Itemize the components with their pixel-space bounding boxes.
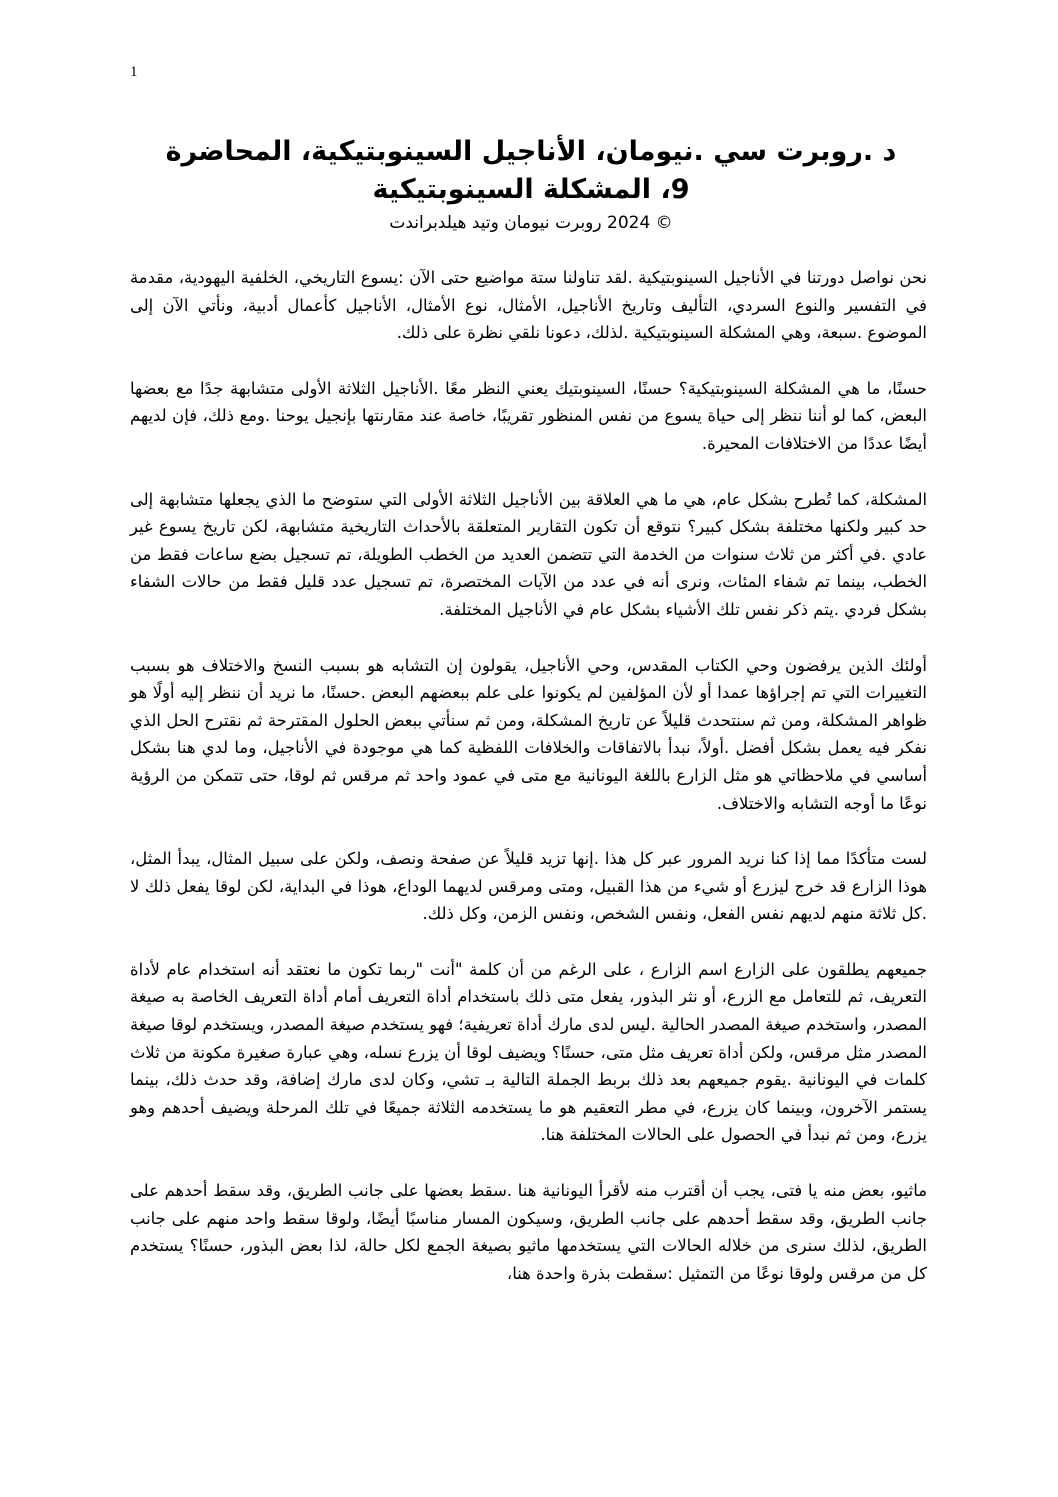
document-body (130, 264, 927, 1315)
paragraph-4: أولئك الذين يرفضون وحي الكتاب المقدس، وحي الأناجيل، يقولون إن التشابه هو بسبب النسخ والاختلاف هو بسبب التغييرات التي تم إجراؤها عمدا أو لأن المؤلفين لم يكونوا على علم ببعضهم البعض .حسنًا، ما نريد أن ننظر إليه أولًا هو ظواهر المشكلة، ومن ثم سنتحدث قليلاً عن تاريخ المشكلة، ومن ثم سنأتي ببعض الحلول المقترحة ثم نقترح الحل الذي نفكر فيه يعمل بشكل أفضل .أولاً، نبدأ بالاتفاقات والخلافات اللفظية كما هي موجودة في الأناجيل، وما لدي هنا بشكل أساسي في ملاحظاتي هو مثل الزارع باللغة اليونانية مع متى في عمود واحد ثم مرقس ثم لوقا، حتى تتمكن من الرؤية نوعًا ما أوجه التشابه والاختلاف. (130, 655, 927, 813)
page-number: 1 (130, 64, 138, 80)
paragraph-7: ماثيو، بعض منه يا فتى، يجب أن أقترب منه لأقرأ اليونانية هنا .سقط بعضها على جانب الطريق، وقد سقط أحدهم على جانب الطريق، وقد سقط أحدهم على جانب الطريق، وسيكون المسار مناسبًا أيضًا، ولوقا سقط واحد منهم على جانب الطريق، لذلك سنرى من خلاله الحالات التي يستخدمها ماثيو بصيغة الجمع لكل حالة، لذا بعض البذور، حسنًا؟ يستخدم كل من مرقس ولوقا نوعًا من التمثيل :سقطت بذرة واحدة هنا، (130, 1181, 927, 1283)
paragraph-3: المشكلة، كما تُطرح بشكل عام، هي ما هي العلاقة بين الأناجيل الثلاثة الأولى التي ستوضح ما الذي يجعلها متشابهة إلى حد كبير ولكنها مختلفة بشكل كبير؟ نتوقع أن تكون التقارير المتعلقة بالأحداث التاريخية متشابهة، لكن تاريخ يسوع غير عادي .في أكثر من ثلاث سنوات من الخدمة التي تتضمن العديد من الخطب الطويلة، تم تسجيل بضع ساعات فقط من الخطب، بينما تم شفاء المئات، ونرى أنه في عدد من الآيات المختصرة، تم تسجيل عدد قليل فقط من حالات الشفاء بشكل فردي .يتم ذكر نفس تلك الأشياء بشكل عام في الأناجيل المختلفة. (130, 489, 927, 619)
paragraph-6: جميعهم يطلقون على الزارع اسم الزارع ، على الرغم من أن كلمة "أنت "ربما تكون ما نعتقد أنه استخدام عام لأداة التعريف، ثم للتعامل مع الزرع، أو نثر البذور، يفعل متى ذلك باستخدام أداة التعريف أمام أداة التعريف الخاصة به صيغة المصدر، واستخدم صيغة المصدر الحالية .ليس لدى مارك أداة تعريفية؛ فهو يستخدم صيغة المصدر، ويستخدم لوقا صيغة المصدر مثل مرقس، ولكن أداة تعريف مثل متى، حسنًا؟ ويضيف لوقا أن يزرع نسله، وهي عبارة صغيرة مكونة من ثلاث كلمات في اليونانية .يقوم جميعهم بعد ذلك بربط الجملة التالية بـ تشي، وكان لدى مارك إضافة، وقد حدث ذلك، بينما يستمر الآخرون، وبينما كان يزرع، في مطر التعقيم هو ما يستخدمه الثلاثة جميعًا في تلك المرحلة ويضيف أحدهم وهو يزرع، ومن ثم نبدأ في الحصول على الحالات المختلفة هنا. (130, 959, 927, 1145)
header (150, 133, 912, 235)
paragraph-2: حسنًا، ما هي المشكلة السينوبتيكية؟ حسنًا، السينوبتيك يعني النظر معًا .الأناجيل الثلاثة الأولى متشابهة جدًا مع بعضها البعض، كما لو أننا ننظر إلى حياة يسوع من نفس المنظور تقريبًا، خاصة عند مقارنتها بإنجيل يوحنا .ومع ذلك، فإن لديهم أيضًا عددًا من الاختلافات المحيرة. (130, 378, 927, 453)
page-title: د .روبرت سي .نيومان، الأناجيل السينوبتيكية، المحاضرة 9، المشكلة السينوبتيكية (165, 136, 897, 205)
copyright-line: © 2024 روبرت نيومان وتيد هيلدبراندت (389, 213, 673, 233)
paragraph-5: لست متأكدًا مما إذا كنا نريد المرور عبر كل هذا .إنها تزيد قليلاً عن صفحة ونصف، ولكن على سبيل المثال، يبدأ المثل، هوذا الزارع قد خرج ليزرع أو شيء من هذا القبيل، ومتى ومرقس لديهما الوداع، هوذا في البداية، لكن لوقا يفعل ذلك لا .كل ثلاثة منهم لديهم نفس الفعل، ونفس الشخص، ونفس الزمن، وكل ذلك. (130, 849, 927, 924)
paragraph-1: نحن نواصل دورتنا في الأناجيل السينوبتيكية .لقد تناولنا ستة مواضيع حتى الآن :يسوع التاريخي، الخلفية اليهودية، مقدمة في التفسير والنوع السردي، التأليف وتاريخ الأناجيل، الأمثال، نوع الأمثال، الأناجيل كأعمال أدبية، ونأتي الآن إلى الموضوع .سبعة، وهي المشكلة السينوبتيكية .لذلك، دعونا نلقي نظرة على ذلك. (130, 268, 927, 343)
